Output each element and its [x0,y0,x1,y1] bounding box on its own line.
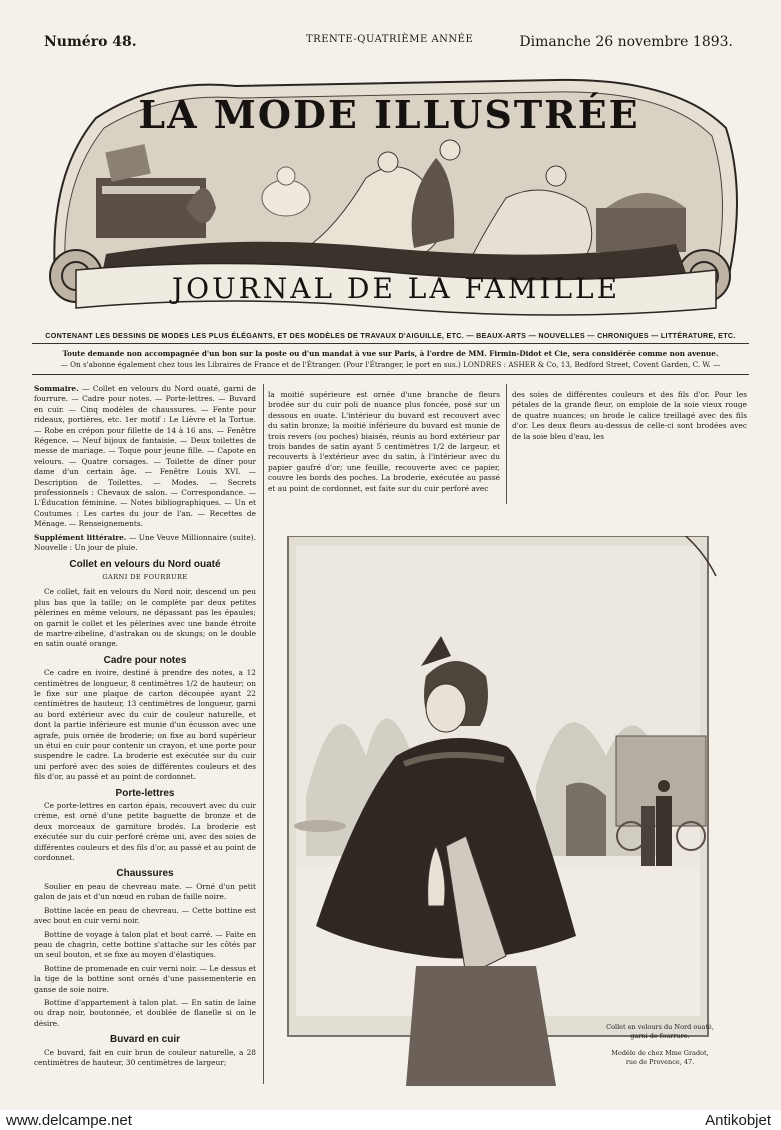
column-3 [512,390,747,445]
issue-number: Numéro 48. [44,34,137,50]
article-text-chaussures-2: Bottine lacée en peau de chevreau. — Cette bottine est avec bout en cuir verni noir. [34,905,256,926]
fashion-illustration [286,536,738,1088]
article-text-col3: des soies de différentes couleurs et des fils d'or. Pour les pétales de la grande fleur, on emploie de la soie vieux rouge de quatre nuances; on brode le calice treillagé avec des fils d'or. Les deux fleurs au-dessus de celle-ci sont brodées avec de la soie bleu d'eau, les [512,390,747,441]
article-text-cadre: Ce cadre en ivoire, destiné à prendre des notes, a 12 centimètres de longueur, 8 centimètres 1/2 de hauteur; on le fixe sur une plaque de carton découpée ayant 22 centimètres de hauteur, 13 centimètres de longueur, garni au bord extérieur avec du cuir de couleur naturelle, et dont la partie inférieure est munie d'un écusson avec une agrafe, puis ornée de broderie; on fixe au bord supérieur un étui en cuir pour contenir un crayon, et une porte pour suspendre le cadre. La broderie est exécutée sur du cuir uni perforé avec des soies de différentes couleurs et des fils d'or, au passé et au point de cordonnet. [34,668,256,782]
article-title-collet: Collet en velours du Nord ouaté [69,558,221,570]
article-text-chaussures-3: Bottine de voyage à talon plat et bout carré. — Faite en peau de chagrin, cette bottine s'attache sur les côtés par un seul bouton, et se fixe au moyen d'élastiques. [34,929,256,960]
watermark-right[interactable]: Antikobjet [705,1112,771,1129]
column-divider-1 [263,384,264,1084]
rule-top [32,343,749,344]
article-subtitle-collet: GARNI DE FOURRURE [102,572,188,581]
supplement-label: Supplément littéraire. [34,532,127,542]
notice-line-2: — On s'abonne également chez tous les Libraires de France et de l'Étranger. (Pour l'Étranger, le port en sus.) LONDRES : ASHER & Co, 13, Bedford Street, Covent Garden, C. W. — [60,360,721,369]
article-text-chaussures-4: Bottine de promenade en cuir verni noir. — Le dessus et la tige de la bottine sont ornés d'une passementerie en ganse de soie noire. [34,963,256,994]
supplement [34,533,256,554]
caption-line-3: Modèle de chez Mme Gradot, [611,1049,709,1057]
article-title-buvard: Buvard en cuir [109,1034,181,1046]
watermark-left[interactable]: www.delcampe.net [6,1112,132,1129]
caption-line-2: garni de fourrure. [630,1032,690,1040]
summary [34,384,256,530]
edition-year: TRENTE-QUATRIÈME ANNÉE [306,34,474,45]
summary-text: — Collet en velours du Nord ouaté, garni de fourrure. — Cadre pour notes. — Porte-lettres. — Buvard en cuir. — Cinq modèles de chaussures. — Fente pour rideaux, portières, etc. 1er motif : Le Lièvre et la Tortue. — Robe en crépon pour fillette de 14 à 16 ans. — Fenêtre Régence. — Neuf bijoux de fantaisie. — Deux toilettes de messe de mariage. — Toque pour jeune fille. — Capote en velours. — Quatre corsages. — Toilette de dîner pour dame d'un certain âge. — Fenêtre Louis XVI. — Description de Toilettes. — Modes. — Secrets professionnels : Chevaux de salon. — Correspondance. — L'Éducation féminine. — Notes bibliographiques. — Un et Coutumes : Les cartes du jour de l'an. — Recettes de Ménage. — Renseignements. [34,384,256,529]
masthead-illustration [36,58,742,320]
masthead-title: LA MODE ILLUSTRÉE [138,92,640,137]
article-text-chaussures-1: Soulier en peau de chevreau mate. — Orné d'un petit galon de jais et d'un nœud en ruban de faille noire. [34,881,256,902]
article-title-chaussures: Chaussures [116,868,174,880]
article-text-chaussures-5: Bottine d'appartement à talon plat. — En satin de laine ou drap noir, boutonnée, et doublée de flanelle si on le désire. [34,997,256,1028]
article-title-porte: Porte-lettres [115,787,175,799]
issue-header [44,34,733,54]
caption-line-1: Collet en velours du Nord ouaté, [606,1023,714,1031]
watermark-footer [0,1110,781,1130]
masthead-subtitle: JOURNAL DE LA FAMILLE [171,272,621,305]
article-title-cadre: Cadre pour notes [103,654,187,666]
issue-date: Dimanche 26 novembre 1893. [519,34,733,50]
article-text-buvard: Ce buvard, fait en cuir brun de couleur naturelle, a 28 centimètres de hauteur, 30 centimètres de largeur; [34,1047,256,1067]
article-text-buvard-continued: la moitié supérieure est ornée d'une branche de fleurs brodée sur du cuir poli de nuance plus foncée, posé sur un dessous en ouate. L'intérieur du buvard est recouvert avec du satin bronze; la moitié inférieure du buvard est munie de trois revers (ou poches) biaisés, réunis au bord extérieur par trois bandes de satin ayant 5 centimètres 1/2 de largeur, et recouverts à l'extérieur avec du satin, à l'intérieur avec du papier gaufré d'or; une feuille, recouverte avec ce papier, couvre les bords des poches. La broderie, exécutée au passé et au point de cordonnet, est faite sur du cuir perforé avec [268,390,500,493]
masthead-tagline: CONTENANT LES DESSINS DE MODES LES PLUS ÉLÉGANTS, ET DES MODÈLES DE TRAVAUX D'AIGUILLE, ETC. — BEAUX-ARTS — NOUVELLES — CHRONIQUES — LITTÉRATURE, ETC. [45,331,736,340]
column-divider-2 [506,384,507,504]
summary-label: Sommaire. [34,384,79,393]
notice-line-1: Toute demande non accompagnée d'un bon sur la poste ou d'un mandat à vue sur Paris, à l'ordre de MM. Firmin-Didot et Cie, sera considérée comme non avenue. [62,349,719,358]
column-1 [34,384,256,1071]
column-2 [268,390,500,497]
supplement-text: — Une Veuve Millionnaire (suite). Nouvelle : Un jour de pluie. [34,532,256,553]
illustration-caption [590,1023,730,1067]
article-text-porte: Ce porte-lettres en carton épais, recouvert avec du cuir crème, est orné d'une petite baguette de bronze et de deux morceaux de garniture brodés. La broderie est exécutée sur du cuir perforé crème uni, avec des soies de différentes couleurs et des fils d'or, au passé et au point de cordonnet. [34,801,256,863]
caption-line-4: rue de Provence, 47. [625,1058,695,1066]
article-text-collet: Ce collet, fait en velours du Nord noir, descend un peu plus bas que la taille; on le complète par deux petites pèlerines en même velours, ne dépassant pas les épaules; on garnit le collet et les pèlerines avec une bande étroite de martre-zibeline, d'astrakan ou de skungs; on le double en satin ouaté orange. [34,587,256,649]
rule-bottom [32,374,749,375]
